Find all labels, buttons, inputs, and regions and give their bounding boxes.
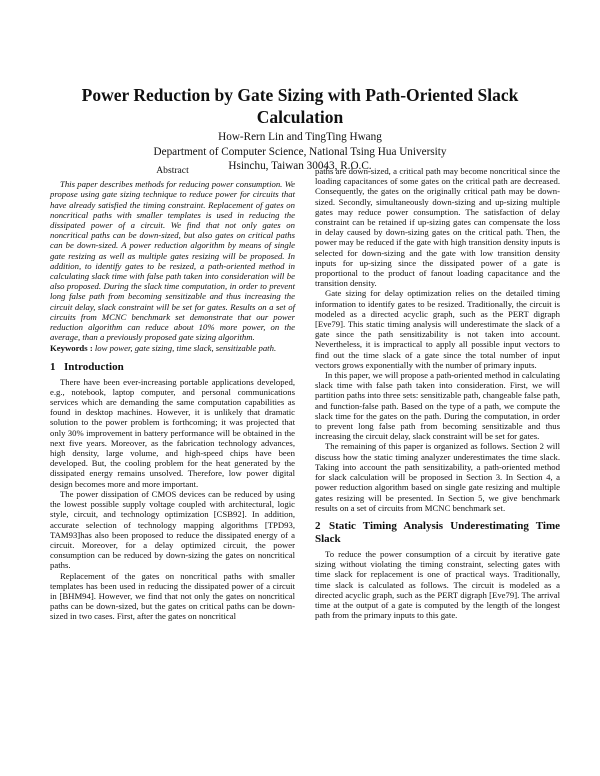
paper-title: Power Reduction by Gate Sizing with Path-Oriented Slack Calculation — [81, 85, 519, 127]
intro-paragraph: There have been ever-increasing portable applications developed, e.g., notebook, laptop computer, and personal communications services which are demanding the same computation capabilities as found in desktop machines. However, it is unlikely that dramatic solution to the power problem is forthcoming; it was projected that only 30% improvement in battery performance will be obtained in the next five years. Moreover, as the fabrication technology advances, high density, large volume, and high-speed chips have been developed. But, the cooling problem for the heat generated by the dissipated energy remains unsolved. Therefore, low power digital design becomes more and more important. — [50, 376, 295, 489]
author-address: Hsinchu, Taiwan 30043, R.O.C. — [228, 160, 372, 172]
author-names: How-Rern Lin and TingTing Hwang — [218, 131, 382, 143]
section-title: Static Timing Analysis Underestimating Time Slack — [315, 519, 560, 545]
abstract-heading: Abstract — [156, 165, 189, 176]
keywords — [50, 343, 295, 353]
section-heading-static-timing — [315, 520, 560, 546]
keywords-label: Keywords : — [50, 343, 93, 354]
keywords-text: low power, gate sizing, time slack, sensitizable path. — [94, 343, 277, 354]
intro-paragraph: The power dissipation of CMOS devices can be reduced by using the lowest possible supply voltage coupled with architectural, logic style, circuit, and technology optimization [CSB92]. In addition, accurate selection of technology mapping algorithms [TPD93, TAM93]has also been proposed to reduce the dissipated energy of a circuit. Moreover, for a delay optimized circuit, the power consumption can be reduced by down-sizing the gates on noncritical paths. — [50, 488, 295, 571]
intro-paragraph: Replacement of the gates on noncritical paths with smaller templates has been used in reducing the dissipated power of a circuit in [BHM94]. However, we find that not only the gates on noncritical paths can be down-sized, but the gates on critical paths can be down-sized in two cases. First, after the gates on noncritical — [50, 570, 295, 622]
body-paragraph: paths are down-sized, a critical path may become noncritical since the loading capacitances of some gates on the critical path are decreased. Consequently, the gates on the originally critical path may be down-sized. Secondly, simultaneously down-sizing and up-sizing multiple gates may reduce power consumption. The satisfaction of delay constraint can be retained if up-sizing gates can compensate the loss in delay caused by down-sizing gates on the critical path. Then, the power may be reduced if the gate with high transition density inputs is selected for down-sizing and the gate with low transition density inputs for up-sizing since the dissipated power of a gate is proportional to the product of fanout loading capacitance and the transition density. — [315, 166, 560, 289]
author-affiliation: Department of Computer Science, National Tsing Hua University — [153, 145, 447, 158]
body-paragraph: The remaining of this paper is organized as follows. Section 2 will discuss how the static timing analyzer underestimates the time slack. Taking into account the path sensitizability, a path-oriented method for slack calculation will be proposed in Section 3. In Section 4, a power reduction algorithm based on single gate resizing and multiple gates resizing will be presented. In Section 5, we give benchmark results on a set of circuits from MCNC benchmark set. — [315, 441, 560, 513]
body-paragraph: Gate sizing for delay optimization relies on the detailed timing information to identify gates to be resized. Traditionally, the circuit is modeled as a directed acyclic graph, such as the PERT digraph [Eve79]. This static timing analysis will underestimate the slack of a gate since the path sensitizability is not taken into account. Nevertheless, it is impractical to apply all possible input vectors to find out the time slack of a gate since the total number of input vectors grows exponentially with the number of primary inputs. — [315, 288, 560, 370]
left-column — [50, 166, 295, 622]
section-number: 2 — [315, 519, 321, 532]
body-paragraph: In this paper, we will propose a path-oriented method in calculating slack time with false path taken into consideration. First, we will partition paths into three sets: sensitizable path, changeable false path, and function-false path. Based on the type of a path, we compute the slack time for the gates on the path. During the computation, in order to prevent long false path from becoming sensitizable and thus increasing the circuit delay, slack constraint will be set for gates. — [315, 370, 560, 442]
section-heading-introduction — [50, 361, 295, 374]
section-paragraph: To reduce the power consumption of a circuit by iterative gate sizing without violating the timing constraint, selecting gates with time slack for replacement is one of practical ways. Traditionally, time slack is calculated as follows. The circuit is modeled as a directed acyclic graph, such as the PERT digraph [Eve79]. The arrival time at the output of a gate is computed by the length of the longest path from the primary inputs to this gate. — [315, 548, 560, 621]
right-column — [315, 166, 560, 620]
abstract-text: This paper describes methods for reducing power consumption. We propose using gate sizing technique to reduce power for circuits that have already satisfied the timing constraint. Replacement of gates on noncritical paths with smaller templates is used in reducing the dissipated power of a circuit. We find that not only gates on noncritical paths can be down-sized, but also gates on critical paths can be down-sized. A power reduction algorithm by means of single gate resizing as well as multiple gates resizing will be proposed. In addition, to identify gates to be resized, a path-oriented method in calculating slack time with false path taken into consideration will be also proposed. During the slack time computation, in order to prevent long false path from becoming sensitizable and thus increasing the circuit delay, slack constraint will be set for gates. Results on a set of circuits from MCNC benchmark set demonstrate that our power reduction algorithm can reduce about 10% more power, on the average, than a previously proposed gate sizing algorithm. — [50, 179, 295, 343]
section-number: 1 — [50, 360, 56, 373]
section-title: Introduction — [64, 360, 124, 373]
